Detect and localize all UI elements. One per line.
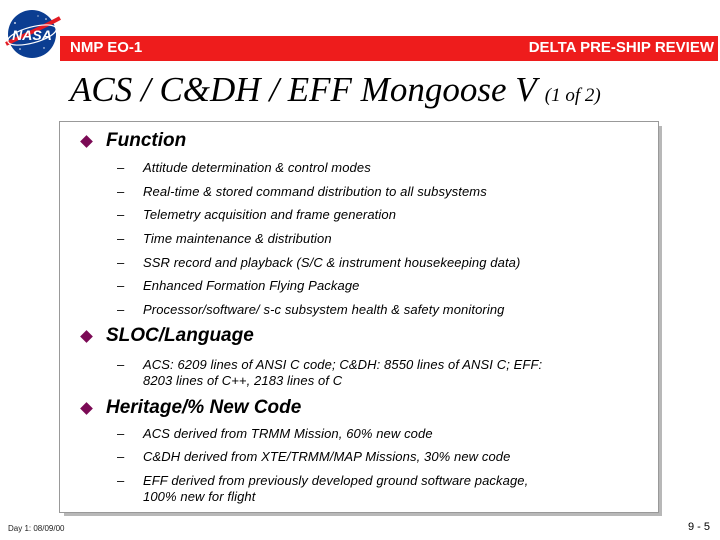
footer-date: Day 1: 08/09/00 — [8, 524, 65, 533]
function-item: Time maintenance & distribution — [143, 231, 332, 246]
function-item: Enhanced Formation Flying Package — [143, 278, 360, 293]
sloc-item-line-2: 8203 lines of C++, 2183 lines of C — [143, 373, 343, 388]
dash-icon: – — [117, 278, 125, 293]
dash-icon: – — [117, 357, 125, 372]
dash-icon: – — [117, 449, 125, 464]
heritage-item-line-2: 100% new for flight — [143, 489, 256, 504]
section-heading-sloc: SLOC/Language — [106, 325, 254, 346]
heritage-item: C&DH derived from XTE/TRMM/MAP Missions, 30% new code — [143, 449, 511, 464]
slide-title — [70, 68, 601, 118]
slide-title-main: ACS / C&DH / EFF Mongoose V — [70, 70, 536, 109]
page-number: 9 - 5 — [687, 521, 710, 533]
nasa-logo-text: NASA — [12, 27, 52, 43]
nasa-logo — [2, 8, 62, 60]
dash-icon: – — [117, 160, 125, 175]
heritage-item-line-1: EFF derived from previously developed ground software package, — [143, 473, 529, 488]
sloc-item-line-1: ACS: 6209 lines of ANSI C code; C&DH: 8550 lines of ANSI C; EFF: — [143, 357, 543, 372]
function-item: Telemetry acquisition and frame generation — [143, 207, 397, 222]
function-item: SSR record and playback (S/C & instrument housekeeping data) — [143, 255, 521, 270]
dash-icon: – — [117, 231, 125, 246]
dash-icon: – — [117, 473, 125, 488]
header-mission-label: NMP EO-1 — [70, 39, 143, 56]
dash-icon: – — [117, 184, 125, 199]
dash-icon: – — [117, 426, 125, 441]
section-heading-function: Function — [106, 130, 187, 151]
slide-title-part: (1 of 2) — [544, 85, 601, 106]
function-item: Attitude determination & control modes — [143, 160, 371, 175]
dash-icon: – — [117, 255, 125, 270]
function-item: Real-time & stored command distribution to all subsystems — [143, 184, 487, 199]
section-heading-heritage: Heritage/% New Code — [106, 397, 302, 418]
header-review-label: DELTA PRE-SHIP REVIEW — [528, 39, 714, 56]
dash-icon: – — [117, 207, 125, 222]
heritage-item: ACS derived from TRMM Mission, 60% new code — [143, 426, 433, 441]
dash-icon: – — [117, 302, 125, 317]
function-item: Processor/software/ s-c subsystem health & safety monitoring — [143, 302, 505, 317]
